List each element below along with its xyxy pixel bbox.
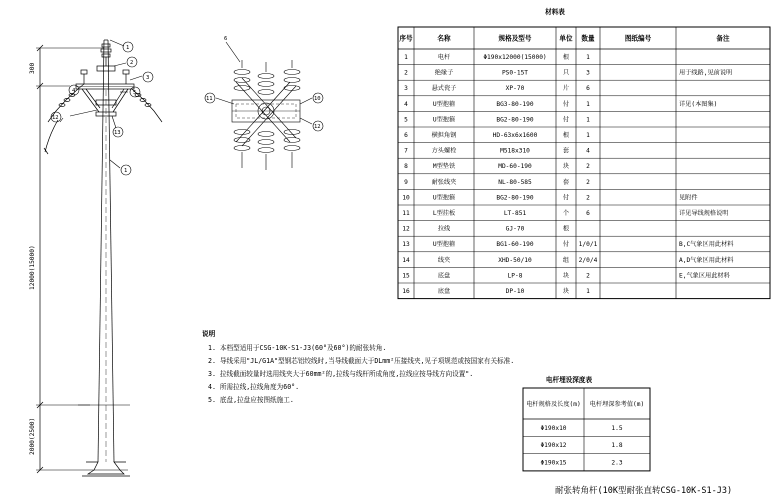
materials-cell: 6 xyxy=(586,210,590,217)
materials-cell: 10 xyxy=(402,194,410,202)
materials-cell: BG3-80-190 xyxy=(496,100,534,108)
balloon-4: 4 xyxy=(72,88,76,94)
plan-view xyxy=(205,42,323,170)
materials-cell: 1/0/1 xyxy=(578,241,598,249)
materials-cell: MD-60-190 xyxy=(498,163,532,171)
materials-cell: 14 xyxy=(402,256,410,264)
materials-cell: 2 xyxy=(586,178,590,186)
materials-cell: 个 xyxy=(562,210,570,217)
plan-balloon-11: 11 xyxy=(206,96,213,102)
materials-cell: 3 xyxy=(404,85,408,93)
plan-balloon-6: 6 xyxy=(224,36,228,42)
materials-cell: B,C气象区用此材料 xyxy=(679,241,734,249)
embed-cell: Φ190x15 xyxy=(540,459,567,467)
materials-cell: 组 xyxy=(562,256,570,264)
materials-cell: 2 xyxy=(404,69,408,77)
embed-header-cell: 电杆埋深参考值(m) xyxy=(589,401,645,408)
materials-cell: 1 xyxy=(586,100,590,108)
materials-cell: 绝缘子 xyxy=(434,69,454,77)
materials-cell: 5 xyxy=(404,116,408,124)
materials-cell: 付 xyxy=(562,116,570,124)
balloon-13: 13 xyxy=(114,130,121,136)
materials-cell: 1 xyxy=(586,54,590,61)
materials-cell: 套 xyxy=(562,147,570,155)
materials-cell: 耐张线夹 xyxy=(431,178,457,186)
materials-cell: XHD-50/10 xyxy=(498,256,532,264)
materials-cell: 块 xyxy=(562,163,570,171)
materials-cell: 电杆 xyxy=(437,54,451,61)
notes-heading: 说明 xyxy=(202,330,216,338)
materials-cell: BG2-80-190 xyxy=(496,116,534,124)
materials-cell: PS0-15T xyxy=(501,69,529,77)
materials-header-cell: 序号 xyxy=(399,34,413,43)
notes-list xyxy=(208,344,514,405)
materials-cell: BG2-80-190 xyxy=(496,194,534,202)
materials-cell: 12 xyxy=(402,225,410,233)
materials-header-cell: 备注 xyxy=(716,34,730,43)
elevation-balloons xyxy=(51,40,153,175)
pole-elevation xyxy=(36,40,162,476)
materials-cell: 根 xyxy=(562,225,570,233)
materials-table-title: 材料表 xyxy=(545,8,565,16)
embed-cell: 2.3 xyxy=(611,459,623,467)
materials-cell: 1 xyxy=(586,116,590,124)
materials-cell: L型挂板 xyxy=(432,210,456,217)
materials-cell: 根 xyxy=(562,132,570,139)
materials-cell: M518x310 xyxy=(500,147,530,155)
note-item-5: 5. 底盘,拉盘应按图纸施工. xyxy=(208,396,294,404)
materials-cell: M型垫铁 xyxy=(432,163,456,171)
plan-balloon-10: 10 xyxy=(314,96,321,102)
materials-cell: U型抱箍 xyxy=(432,116,456,124)
materials-cell: 2 xyxy=(586,194,590,202)
materials-cell: GJ-70 xyxy=(505,225,525,233)
materials-cell: A,D气象区用此材料 xyxy=(679,256,734,264)
note-item-2: 2. 导线采用"JL/G1A"型钢芯铝绞线时,当导线截面大于DLmm²压接线夹,见子项规范或按国家有关标准. xyxy=(208,357,515,365)
materials-cell: 横担角钢 xyxy=(431,132,457,139)
note-item-1: 1. 本档型适用于CSG-10K-S1-J3(60°及60°)的耐张转角. xyxy=(208,344,387,352)
materials-cell: 悬式瓷子 xyxy=(431,85,457,93)
materials-cell: 6 xyxy=(404,132,408,139)
embed-cell: 1.5 xyxy=(611,424,623,432)
materials-cell: 6 xyxy=(586,85,590,93)
materials-cell: 详见(本图集) xyxy=(679,100,718,108)
balloon-5: 5 xyxy=(133,90,137,96)
materials-header-cell: 图纸编号 xyxy=(624,34,652,43)
materials-cell: 方头螺栓 xyxy=(431,147,457,155)
embed-table-title: 电杆埋设深度表 xyxy=(545,376,593,384)
materials-cell: 付 xyxy=(562,241,570,249)
materials-cell: 2 xyxy=(586,163,590,171)
materials-cell: U型抱箍 xyxy=(432,194,456,202)
materials-cell: 根 xyxy=(562,54,570,61)
materials-cell: 片 xyxy=(562,85,570,93)
balloon-1-body: 1 xyxy=(124,168,128,174)
materials-cell: 见附件 xyxy=(679,194,698,202)
materials-header-cell: 名称 xyxy=(437,34,451,43)
materials-cell: 2 xyxy=(586,272,590,280)
materials-cell: 拉线 xyxy=(437,225,451,233)
materials-cell: 4 xyxy=(586,147,590,155)
dim-top: 300 xyxy=(29,62,36,74)
dim-main: 12000(15000) xyxy=(29,245,36,290)
materials-cell: NL-80-585 xyxy=(498,178,532,186)
embed-cell: Φ190x12 xyxy=(540,442,567,450)
materials-cell: 付 xyxy=(562,100,570,108)
materials-header-cell: 数量 xyxy=(581,34,595,43)
materials-cell: 1 xyxy=(586,132,590,139)
materials-cell: 只 xyxy=(562,69,570,77)
drawing-caption: 耐张转角杆(10K型耐张直转CSG-10K-S1-J3) xyxy=(555,486,733,496)
balloon-3: 3 xyxy=(146,75,150,81)
materials-header-cell: 单位 xyxy=(559,34,573,43)
materials-cell: 16 xyxy=(402,288,410,295)
materials-cell: U型抱箍 xyxy=(432,241,456,249)
materials-cell: 用于线路,见前说明 xyxy=(679,69,733,77)
materials-cell: DP-10 xyxy=(505,288,525,295)
materials-cell: U型抱箍 xyxy=(432,100,456,108)
materials-cell: XP-70 xyxy=(505,85,525,93)
materials-cell: 1 xyxy=(586,288,590,295)
embed-cell: Φ190x10 xyxy=(540,424,567,432)
materials-cell: 3 xyxy=(586,69,590,77)
note-item-4: 4. 所需拉线,拉线角度为60°. xyxy=(208,383,300,391)
materials-cell: 底盘 xyxy=(437,288,451,295)
materials-cell: 1 xyxy=(404,54,408,61)
materials-cell: 套 xyxy=(562,178,570,186)
materials-header-cell: 规格及型号 xyxy=(498,34,532,43)
materials-cell: 7 xyxy=(404,147,408,155)
embed-cell: 1.8 xyxy=(611,442,623,450)
embed-header-cell: 电杆规格及长度(m) xyxy=(526,401,581,408)
plan-balloon-12: 12 xyxy=(314,124,321,130)
note-item-3: 3. 拉线截面较量时选用线夹大于60mm²的,拉线与线杆所成角度,拉线应按导线方向设置". xyxy=(208,370,474,378)
materials-cell: 块 xyxy=(562,272,570,280)
balloon-2: 2 xyxy=(130,60,134,66)
materials-table xyxy=(398,27,770,299)
materials-cell: 4 xyxy=(404,100,408,108)
materials-cell: 15 xyxy=(402,272,410,280)
materials-cell: 底盘 xyxy=(437,272,451,280)
materials-cell: E,气象区用此材料 xyxy=(679,272,730,280)
materials-cell: BG1-60-190 xyxy=(496,241,534,249)
materials-cell: 11 xyxy=(402,210,410,217)
materials-cell: Φ190x12000(15000) xyxy=(483,54,547,61)
dim-base: 2000(2500) xyxy=(29,417,36,455)
materials-cell: LT-851 xyxy=(503,210,527,217)
materials-cell: 详见导线规格说明 xyxy=(679,210,729,217)
materials-cell: HD-63x6x1600 xyxy=(492,132,538,139)
materials-cell: 13 xyxy=(402,241,410,249)
materials-cell: 9 xyxy=(404,178,408,186)
embed-table xyxy=(523,388,650,471)
materials-cell: LP-8 xyxy=(507,272,523,280)
materials-cell: 2/0/4 xyxy=(578,256,598,264)
materials-cell: 付 xyxy=(562,194,570,202)
materials-cell: 块 xyxy=(562,288,570,295)
balloon-12: 12 xyxy=(52,115,59,121)
materials-cell: 8 xyxy=(404,163,408,171)
balloon-1-top: 1 xyxy=(126,45,130,51)
materials-cell: 线夹 xyxy=(437,256,451,264)
